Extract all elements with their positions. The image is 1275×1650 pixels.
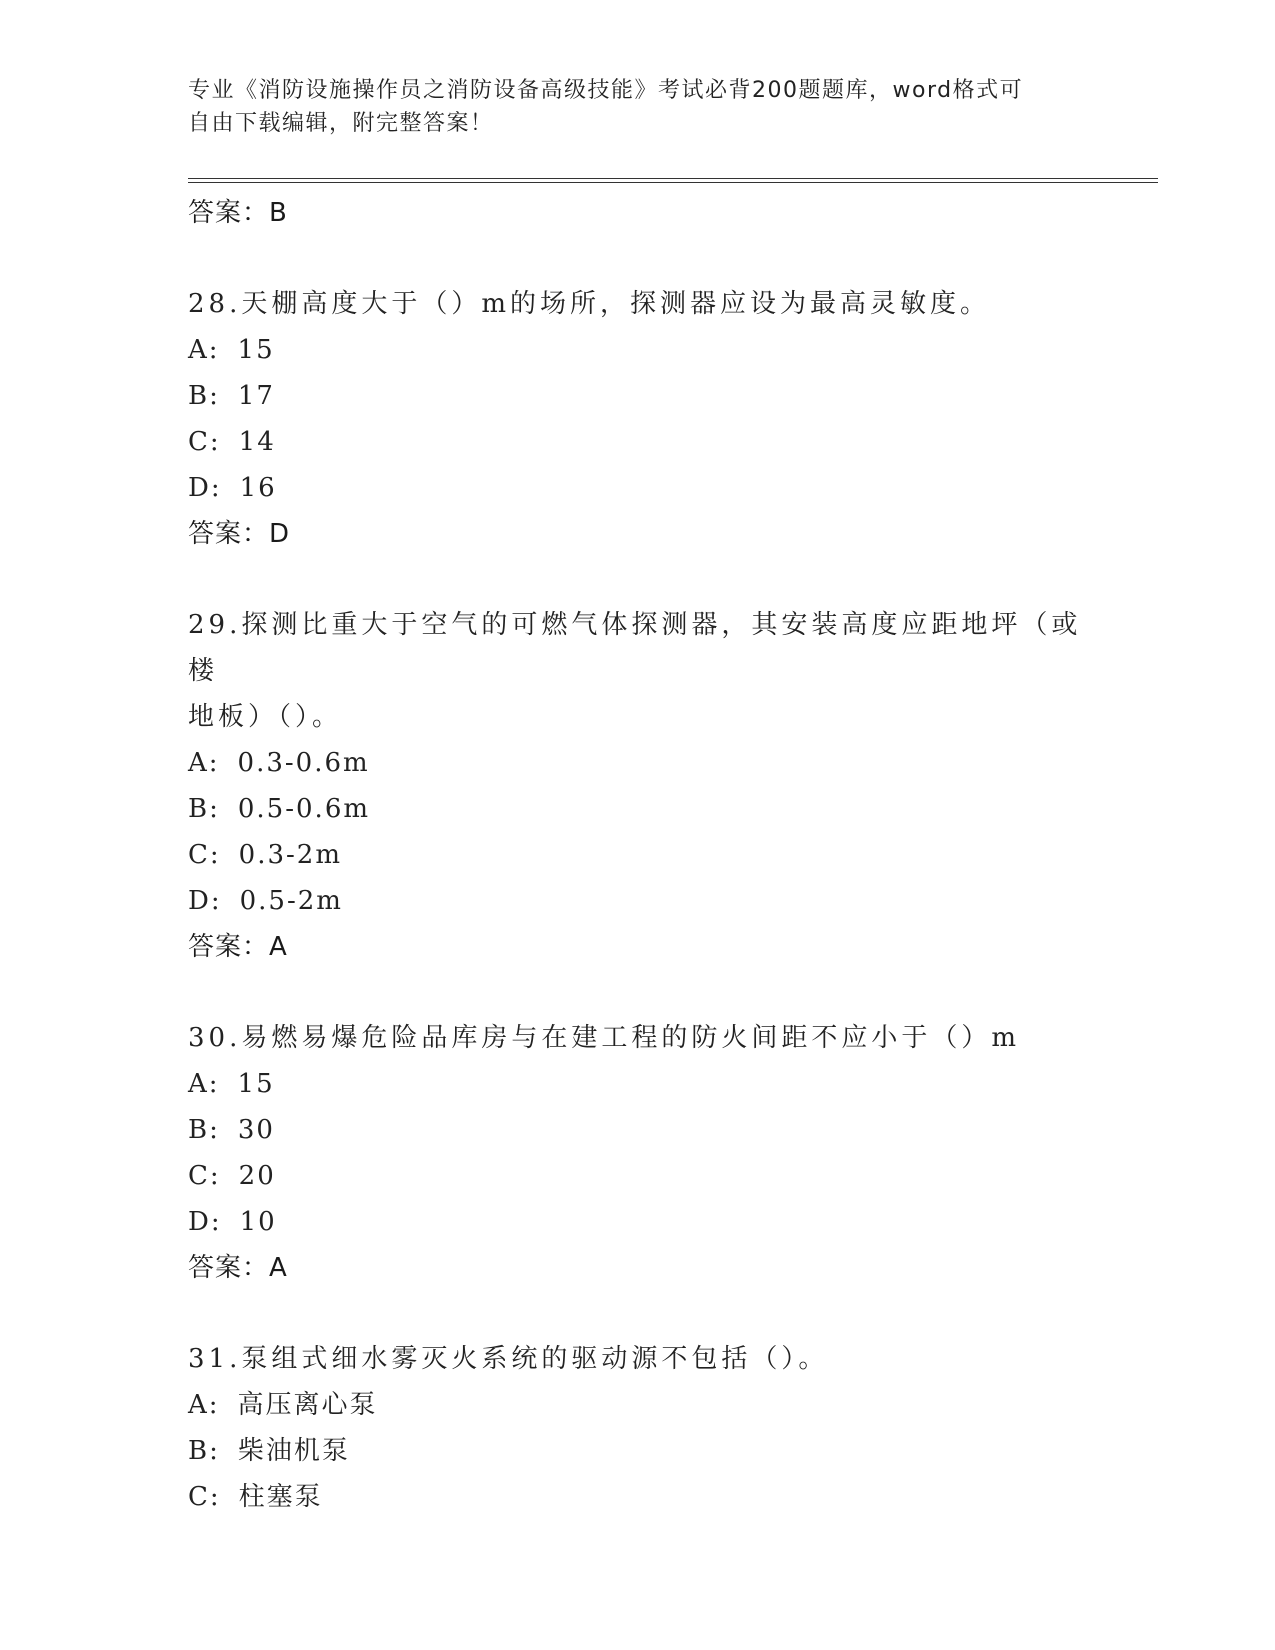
option-value: 柱塞泵 [238, 1482, 323, 1512]
option-d [188, 1199, 1108, 1245]
document-header [188, 74, 1068, 140]
option-value: 高压离心泵 [237, 1390, 378, 1420]
option-a [188, 327, 1108, 373]
option-key: D: [188, 1207, 222, 1237]
question-text-line-2: 地板）（）。 [188, 702, 343, 732]
option-key: D: [188, 473, 222, 503]
question-text-line-1: 29.探测比重大于空气的可燃气体探测器，其安装高度应距地坪（或楼 [188, 610, 1082, 686]
option-value: 14 [238, 427, 276, 457]
option-key: A: [188, 1069, 220, 1099]
question-31 [188, 1336, 1108, 1520]
question-text: 31.泵组式细水雾灭火系统的驱动源不包括（）。 [188, 1344, 829, 1374]
option-key: A: [188, 748, 220, 778]
option-value: 0.3-0.6m [237, 748, 370, 778]
option-key: A: [188, 1390, 220, 1420]
option-key: C: [188, 1482, 221, 1512]
option-value: 0.5-2m [239, 886, 343, 916]
option-a [188, 1061, 1108, 1107]
option-a [188, 740, 1108, 786]
question-28 [188, 281, 1108, 557]
option-value: 15 [237, 1069, 275, 1099]
option-b [188, 1107, 1108, 1153]
option-value: 0.3-2m [238, 840, 342, 870]
option-c [188, 1474, 1108, 1520]
option-key: B: [188, 1436, 220, 1466]
option-key: C: [188, 427, 221, 457]
header-divider-bottom [188, 182, 1158, 183]
option-key: B: [188, 794, 220, 824]
option-value: 10 [239, 1207, 277, 1237]
option-value: 15 [237, 335, 275, 365]
option-value: 20 [238, 1161, 276, 1191]
option-a [188, 1382, 1108, 1428]
option-value: 30 [237, 1115, 275, 1145]
answer: 答案：A [188, 1253, 288, 1283]
option-key: A: [188, 335, 220, 365]
header-line-1: 专业《消防设施操作员之消防设备高级技能》考试必背200题题库，word格式可 [188, 78, 1024, 103]
header-divider-top [188, 178, 1158, 179]
option-key: C: [188, 840, 221, 870]
answer: 答案：A [188, 932, 288, 962]
option-c [188, 1153, 1108, 1199]
header-line-2: 自由下载编辑，附完整答案！ [188, 111, 494, 136]
option-d [188, 465, 1108, 511]
option-b [188, 1428, 1108, 1474]
option-value: 17 [237, 381, 275, 411]
option-c [188, 419, 1108, 465]
question-30 [188, 1015, 1108, 1291]
question-text: 30.易燃易爆危险品库房与在建工程的防火间距不应小于（）m [188, 1023, 1021, 1053]
option-b [188, 373, 1108, 419]
option-value: 0.5-0.6m [237, 794, 371, 824]
question-text: 28.天棚高度大于（）m的场所，探测器应设为最高灵敏度。 [188, 289, 991, 319]
previous-answer: 答案：B [188, 198, 288, 228]
option-key: B: [188, 1115, 220, 1145]
option-key: C: [188, 1161, 221, 1191]
answer: 答案：D [188, 519, 291, 549]
option-key: B: [188, 381, 220, 411]
question-list [188, 190, 1108, 1520]
question-29 [188, 602, 1108, 970]
option-value: 16 [239, 473, 277, 503]
option-c [188, 832, 1108, 878]
option-key: D: [188, 886, 222, 916]
option-d [188, 878, 1108, 924]
option-b [188, 786, 1108, 832]
option-value: 柴油机泵 [237, 1436, 350, 1466]
